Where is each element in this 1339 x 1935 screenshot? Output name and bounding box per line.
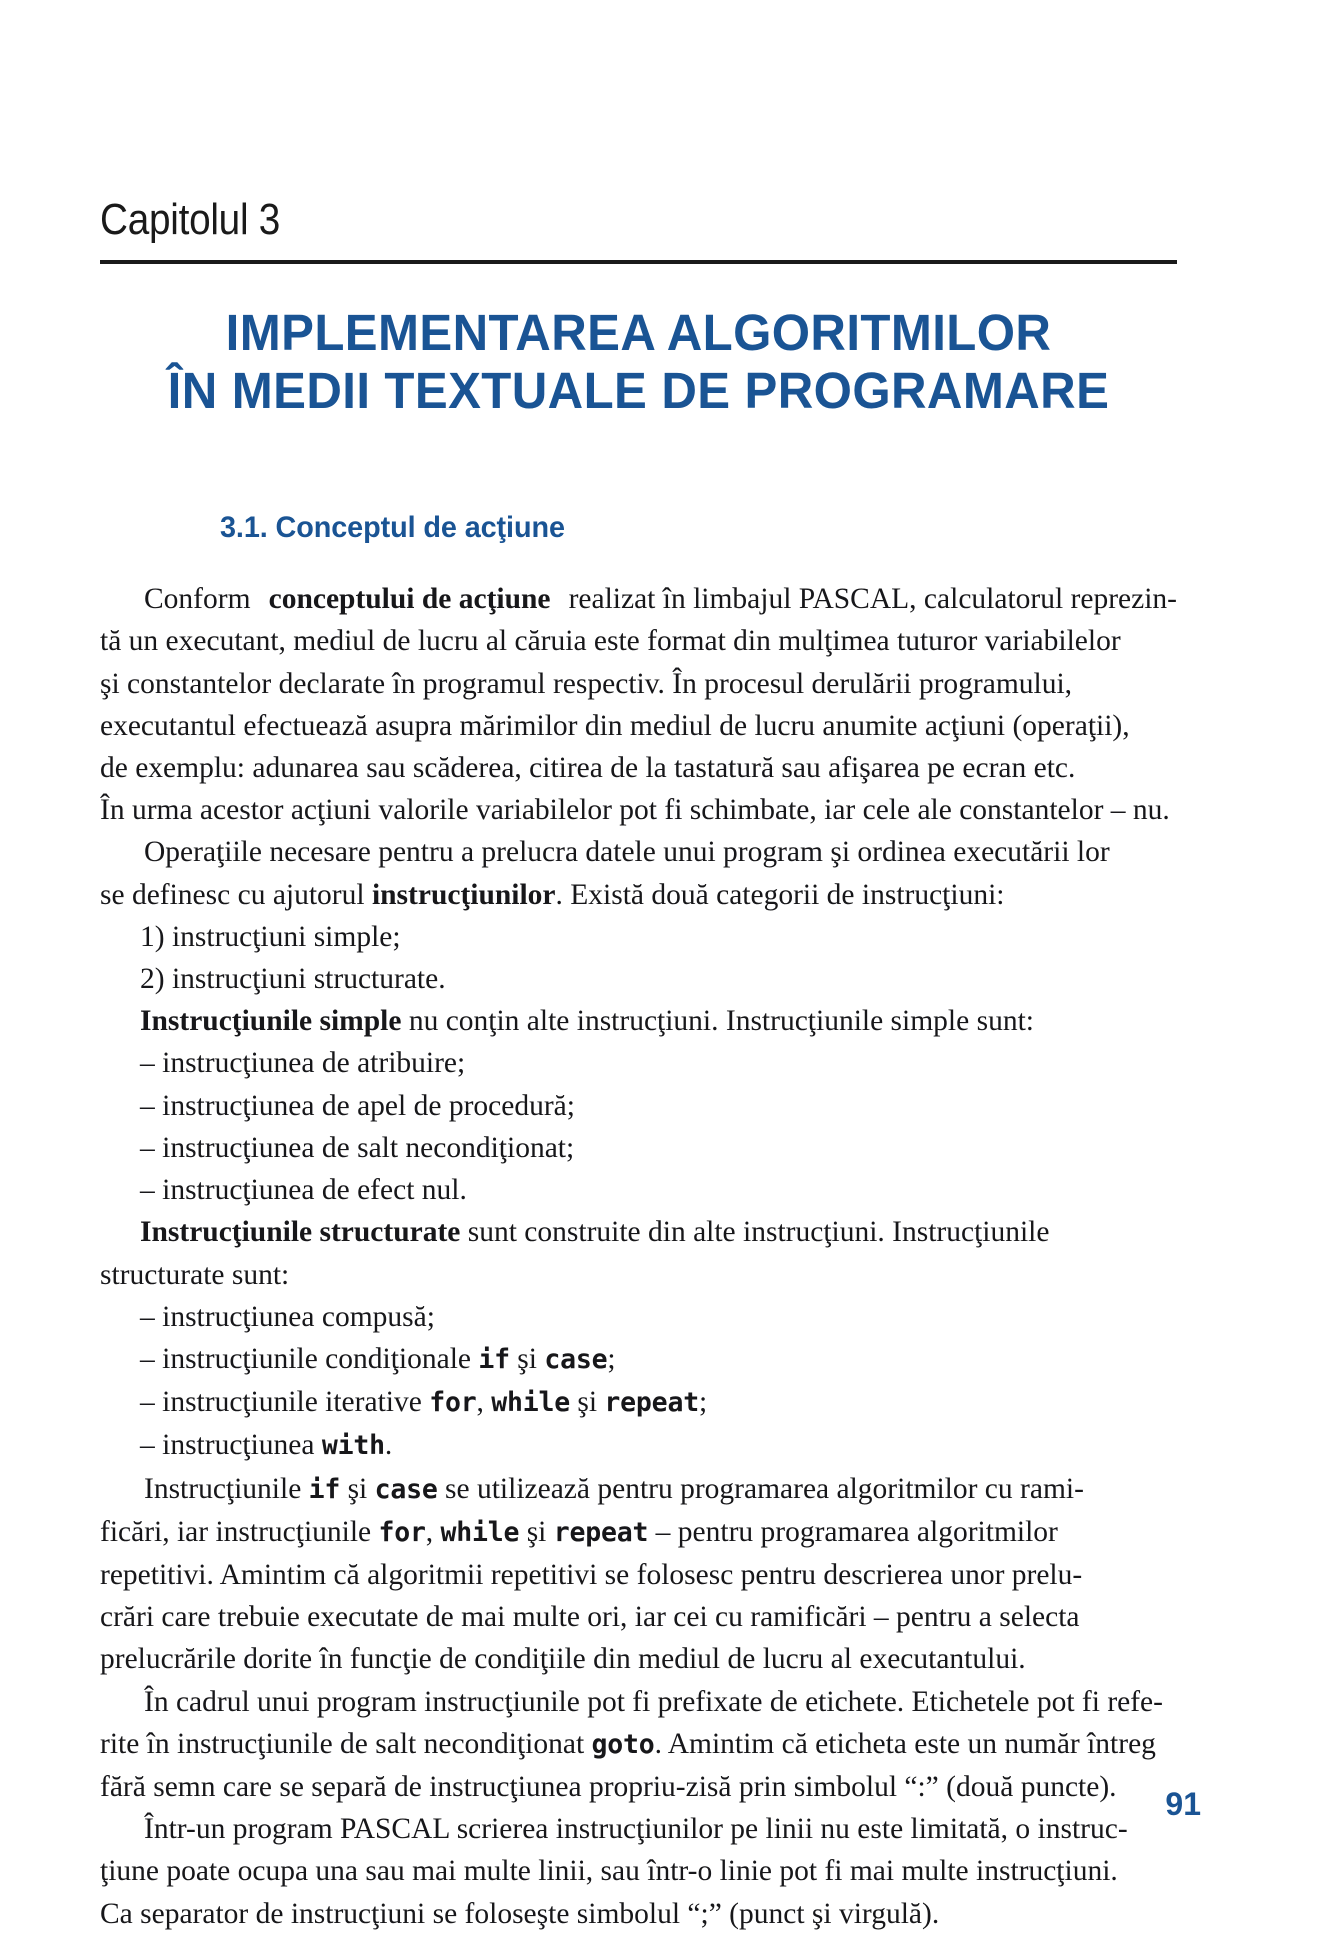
paragraph-simple-instructions [100,1000,1177,1211]
text-line [100,1000,1177,1042]
text-run: – pentru programarea algoritmilor [648,1515,1058,1548]
text-run: nu conţin alte instrucţiuni. Instrucţiunile simple sunt: [401,1005,1034,1038]
text-run: ; [607,1342,616,1375]
text-run: . [384,1429,393,1462]
text-line [100,1468,1177,1511]
text-run: , [476,1386,492,1419]
text-line: structurate sunt: [100,1258,290,1291]
header-divider-rule [100,260,1177,264]
text-line: În urma acestor acţiuni valorile variabilelor pot fi schimbate, iar cele ale constantelor – nu. [100,794,1170,827]
text-line: repetitivi. Amintim că algoritmii repetitivi se folosesc pentru descrierea unor prelu- [100,1558,1083,1591]
emphasis-instructions: instrucţiunilor [371,878,556,911]
keyword-while: while [491,1387,570,1419]
text-line [100,1211,1177,1253]
text-run: – instrucţiunile condiţionale [140,1342,479,1375]
text-run: rite în instrucţiunile de salt necondiţionat [100,1727,592,1760]
emphasis-concept: conceptului de acţiune [268,583,551,616]
paragraph-operations [100,831,1177,915]
keyword-repeat: repeat [553,1516,649,1548]
page-content [100,0,1200,1935]
page-title-line-1: IMPLEMENTAREA ALGORITMILOR [225,304,1052,361]
text-run: . Există două categorii de instrucţiuni: [555,878,1005,911]
text-run: se definesc cu ajutorul [100,878,372,911]
text-run: şi [340,1472,375,1505]
list-item: – instrucţiunea de salt necondiţionat; [140,1131,575,1164]
text-line: Ca separator de instrucţiuni se foloseşte simbolul “;” (punct şi virgulă). [100,1897,940,1930]
text-line: şi constantelor declarate în programul respectiv. În procesul derulării programului, [100,667,1073,700]
text-run: realizat în limbajul PASCAL, calculatorul reprezin- [561,583,1177,616]
keyword-if: if [308,1473,341,1505]
keyword-repeat: repeat [604,1387,699,1419]
text-line: de exemplu: adunarea sau scăderea, citirea de la tastatură sau afişarea pe ecran etc. [100,752,1076,785]
paragraph-structured-instructions [100,1211,1177,1467]
text-run: ficări, iar instrucţiunile [100,1515,379,1548]
list-item: 1) instrucţiuni simple; [140,920,401,953]
paragraph-concept [100,578,1177,831]
text-run: şi [519,1515,554,1548]
list-item: – instrucţiunea de atribuire; [140,1047,466,1080]
page-number: 91 [1165,1786,1201,1822]
paragraph-line-writing [100,1808,1177,1935]
keyword-goto: goto [591,1728,655,1760]
list-item [100,1424,1177,1467]
keyword-for: for [378,1516,426,1548]
text-run: se utilizează pentru programarea algoritmilor cu rami- [437,1472,1084,1505]
text-line: executantul efectuează asupra mărimilor din mediul de lucru anumite acţiuni (operaţii), [100,709,1130,742]
keyword-for: for [429,1387,477,1419]
text-run: – instrucţiunile iterative [140,1386,430,1419]
keyword-while: while [440,1516,520,1548]
section-heading: 3.1. Conceptul de acţiune [220,511,565,545]
text-run: Conform [144,583,258,616]
text-run: sunt construite din alte instrucţiuni. Instrucţiunile [460,1216,1050,1249]
keyword-with: with [321,1430,385,1462]
text-run-group [140,1211,1049,1253]
chapter-label: Capitolul 3 [100,195,281,244]
keyword-if: if [478,1343,510,1375]
list-item [100,1338,1177,1381]
emphasis-structured-instructions: Instrucţiunile structurate [140,1216,461,1249]
text-run: şi [569,1386,605,1419]
text-line: fără semn care se separă de instrucţiunea propriu-zisă prin simbolul “:” (două puncte). [100,1770,1117,1803]
paragraph-if-case-usage [100,1468,1177,1681]
list-item: 2) instrucţiuni structurate. [140,963,446,996]
emphasis-simple-instructions: Instrucţiunile simple [140,1005,402,1038]
list-item: – instrucţiunea de apel de procedură; [140,1089,575,1122]
list-item: – instrucţiunea de efect nul. [140,1174,467,1207]
text-line: prelucrările dorite în funcţie de condiţiile din mediul de lucru al executantului. [100,1643,1026,1676]
text-line [100,1723,1177,1766]
text-line: Operaţiile necesare pentru a prelucra datele unui program şi ordinea executării lor [144,836,1110,869]
list-item: – instrucţiunea compusă; [140,1300,435,1333]
text-line: În cadrul unui program instrucţiunile pot fi prefixate de etichete. Etichetele pot fi refe- [144,1685,1163,1718]
text-run: Instrucţiunile [144,1472,309,1505]
keyword-case: case [544,1343,608,1375]
text-line [100,578,1177,620]
text-line: ţiune poate ocupa una sau mai multe linii, sau într-o linie pot fi mai multe instrucţiuni. [100,1855,1118,1888]
text-line [100,1511,1177,1554]
text-run: şi [509,1342,545,1375]
text-run: , [425,1515,441,1548]
page-title [119,304,1158,419]
text-line: Într-un program PASCAL scrierea instrucţiunilor pe linii nu este limitată, o instruc- [144,1813,1128,1846]
text-line [100,874,1177,916]
list-categories [100,916,1177,1000]
paragraph-labels-goto [100,1681,1177,1809]
text-line: crări care trebuie executate de mai multe ori, iar cei cu ramificări – pentru a selecta [100,1601,1080,1634]
text-run: ; [698,1386,708,1419]
page-title-line-2: ÎN MEDII TEXTUALE DE PROGRAMARE [167,361,1110,419]
body-text-column [100,578,1177,1935]
text-line: tă un executant, mediul de lucru al căruia este format din mulţimea tuturor variabilelor [100,625,1121,658]
text-run: – instrucţiunea [140,1429,322,1462]
keyword-case: case [374,1473,438,1505]
list-item [100,1381,1177,1424]
text-run: . Amintim că eticheta este un număr întreg [654,1727,1156,1760]
